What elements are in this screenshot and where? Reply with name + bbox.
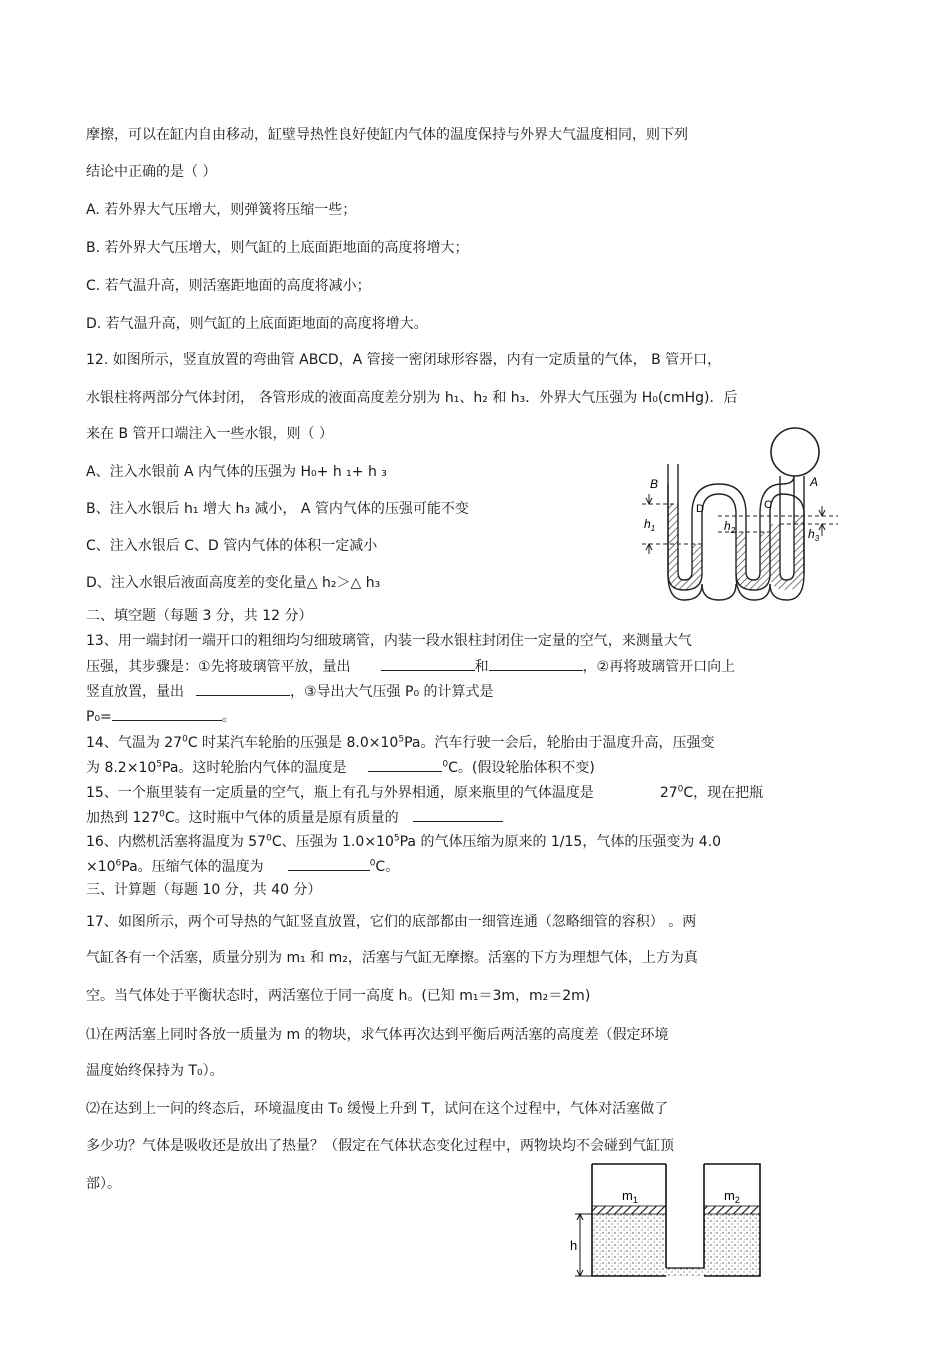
p16-text-f: C。 — [375, 859, 400, 875]
p14-line2 — [86, 757, 595, 778]
p12-option-c: C、注入水银后 C、D 管内气体的体积一定减小 — [86, 538, 378, 554]
p13-blank-2[interactable] — [489, 656, 583, 671]
p14-text-c: Pa。汽车行驶一会后，轮胎由于温度升高，压强变 — [404, 735, 715, 751]
p16-sup-1: 0 — [266, 833, 272, 844]
p15-blank[interactable] — [413, 807, 503, 822]
p13-line1: 13、用一端封闭一端开口的粗细均匀细玻璃管，内装一段水银柱封闭住一定量的空气，来测量大气 — [86, 633, 692, 649]
p15-text-a: 15、一个瓶里装有一定质量的空气，瓶上有孔与外界相通，原来瓶里的气体温度是 — [86, 785, 594, 801]
p13-line4-text-b: 。 — [221, 709, 236, 725]
label-c: C — [764, 499, 772, 511]
p17-q2-line2: 多少功？气体是吸收还是放出了热量？（假定在气体状态变化过程中，两物块均不会碰到气缸顶 — [86, 1138, 674, 1154]
p16-line1 — [86, 832, 721, 852]
p16-text-c: Pa 的气体压缩为原来的 1/15，气体的压强变为 4.0 — [399, 834, 722, 850]
p16-blank[interactable] — [288, 856, 370, 871]
p16-sup-2: 5 — [393, 833, 400, 844]
p13-line2-text-a: 压强，其步骤是：①先将玻璃管平放，量出 — [86, 659, 351, 675]
p16-sup-3: 6 — [115, 858, 122, 869]
p16-text-e: Pa。压缩气体的温度为 — [121, 859, 264, 875]
p17-q2-line1: ⑵在达到上一问的终态后，环境温度由 T₀ 缓慢上升到 T，试问在这个过程中，气体对活塞做了 — [86, 1101, 669, 1117]
p15-text-b: 27 — [659, 785, 678, 801]
two-cylinder-figure — [566, 1160, 766, 1280]
mercury-middle-u — [736, 532, 770, 590]
gas-right — [704, 1214, 760, 1276]
p13-line2-text-c: ，②再将玻璃管开口向上 — [582, 659, 736, 675]
p14-sup-4: 0 — [442, 759, 449, 770]
label-m1: $m_1$ — [622, 1188, 638, 1205]
label-b: B — [650, 477, 659, 491]
p14-sup-2: 5 — [398, 734, 405, 745]
p12-line1: 12. 如图所示，竖直放置的弯曲管 ABCD，A 管接一密闭球形容器，内有一定质量的气体， B 管开口， — [86, 352, 722, 368]
p12-line3: 来在 B 管开口端注入一些水银，则（ ） — [86, 426, 333, 442]
label-h3: $h_3$ — [808, 527, 820, 543]
p13-blank-1[interactable] — [381, 656, 475, 671]
p16-sup-4: 0 — [369, 858, 376, 869]
p12-option-b: B、注入水银后 h₁ 增大 h₃ 减小， A 管内气体的压强可能不变 — [86, 501, 469, 517]
gas-left — [592, 1214, 666, 1276]
p13-line3-text-b: ，③导出大气压强 P₀ 的计算式是 — [290, 684, 494, 700]
mercury-left-u — [668, 504, 702, 590]
piston-left — [592, 1206, 666, 1214]
p15-line1 — [86, 783, 763, 803]
label-d: D — [696, 503, 704, 515]
u-tube-figure — [632, 424, 844, 608]
p12-option-d: D、注入水银后液面高度差的变化量△ h₂＞△ h₃ — [86, 575, 381, 591]
sphere-container — [771, 428, 819, 476]
p14-text-d: 为 8.2×10 — [86, 760, 157, 776]
label-m2: $m_2$ — [724, 1188, 740, 1205]
p14-sup-1: 0 — [182, 734, 188, 745]
p13-line2 — [86, 656, 735, 677]
piston-right — [704, 1206, 760, 1214]
p13-line4-text-a: P₀= — [86, 709, 112, 725]
p16-text-a: 16、内燃机活塞将温度为 57 — [86, 834, 267, 850]
p11-option-b: B. 若外界大气压增大，则气缸的上底面距地面的高度将增大； — [86, 240, 469, 256]
p13-line3-text-a: 竖直放置，量出 — [86, 684, 184, 700]
p11-option-c: C. 若气温升高，则活塞距地面的高度将减小； — [86, 278, 371, 294]
p14-line1 — [86, 733, 714, 753]
section-3-heading: 三、计算题（每题 10 分，共 40 分） — [86, 882, 322, 898]
p14-text-e: Pa。这时轮胎内气体的温度是 — [162, 760, 347, 776]
p14-sup-3: 5 — [156, 759, 162, 770]
p14-text-f: C。(假设轮胎体积不变) — [448, 760, 595, 776]
p11-line1: 摩擦，可以在缸内自由移动，缸壁导热性良好使缸内气体的温度保持与外界大气温度相同，则下列 — [86, 127, 688, 143]
p15-text-e: C。这时瓶中气体的质量是原有质量的 — [164, 810, 399, 826]
section-2-heading: 二、填空题（每题 3 分，共 12 分） — [86, 608, 313, 624]
p15-text-c: C，现在把瓶 — [683, 785, 764, 801]
p13-line2-text-b: 和 — [474, 659, 489, 675]
p16-line2 — [86, 856, 399, 877]
p14-text-b: C 时某汽车轮胎的压强是 8.0×10 — [187, 735, 399, 751]
arrow-h3 — [819, 506, 825, 536]
mercury-right-u — [770, 516, 804, 590]
p17-q2-line3: 部）。 — [86, 1176, 121, 1192]
p17-line3: 空。当气体处于平衡状态时，两活塞位于同一高度 h。(已知 m₁＝3m，m₂＝2m) — [86, 988, 591, 1004]
p11-line2: 结论中正确的是（ ） — [86, 164, 217, 180]
p17-line2: 气缸各有一个活塞，质量分别为 m₁ 和 m₂，活塞与气缸无摩擦。活塞的下方为理想气体，上方为真 — [86, 950, 698, 966]
p15-sup-2: 0 — [159, 809, 165, 820]
p16-text-b: C、压强为 1.0×10 — [271, 834, 394, 850]
p17-q1-line1: ⑴在两活塞上同时各放一质量为 m 的物块，求气体再次达到平衡后两活塞的高度差（假定环境 — [86, 1027, 669, 1043]
height-arrow — [575, 1214, 592, 1276]
p13-line3 — [86, 681, 494, 702]
p15-line2 — [86, 807, 503, 828]
p13-blank-3[interactable] — [196, 681, 290, 696]
p11-option-a: A. 若外界大气压增大，则弹簧将压缩一些； — [86, 202, 357, 218]
label-a: A — [810, 475, 819, 489]
p16-text-d: ×10 — [86, 859, 116, 875]
p15-text-d: 加热到 127 — [86, 810, 160, 826]
label-h2: $h_2$ — [724, 519, 736, 535]
p14-text-a: 14、气温为 27 — [86, 735, 183, 751]
p12-option-a: A、注入水银前 A 内气体的压强为 H₀+ h ₁+ h ₃ — [86, 464, 387, 480]
gas-connector — [666, 1268, 704, 1276]
p17-line1: 17、如图所示，两个可导热的气缸竖直放置，它们的底部都由一细管连通（忽略细管的容积） 。两 — [86, 914, 697, 930]
p11-option-d: D. 若气温升高，则气缸的上底面距地面的高度将增大。 — [86, 316, 428, 332]
p13-line4 — [86, 706, 236, 727]
p15-sup-1: 0 — [677, 784, 684, 795]
label-h: h — [570, 1238, 578, 1253]
p17-q1-line2: 温度始终保持为 T₀）。 — [86, 1063, 224, 1079]
p13-blank-4[interactable] — [112, 706, 222, 721]
p12-line2: 水银柱将两部分气体封闭， 各管形成的液面高度差分别为 h₁、h₂ 和 h₃．外界大气压强为 H₀(cmHg)．后 — [86, 390, 738, 406]
label-h1: $h_1$ — [644, 517, 656, 533]
p14-blank[interactable] — [368, 757, 442, 772]
